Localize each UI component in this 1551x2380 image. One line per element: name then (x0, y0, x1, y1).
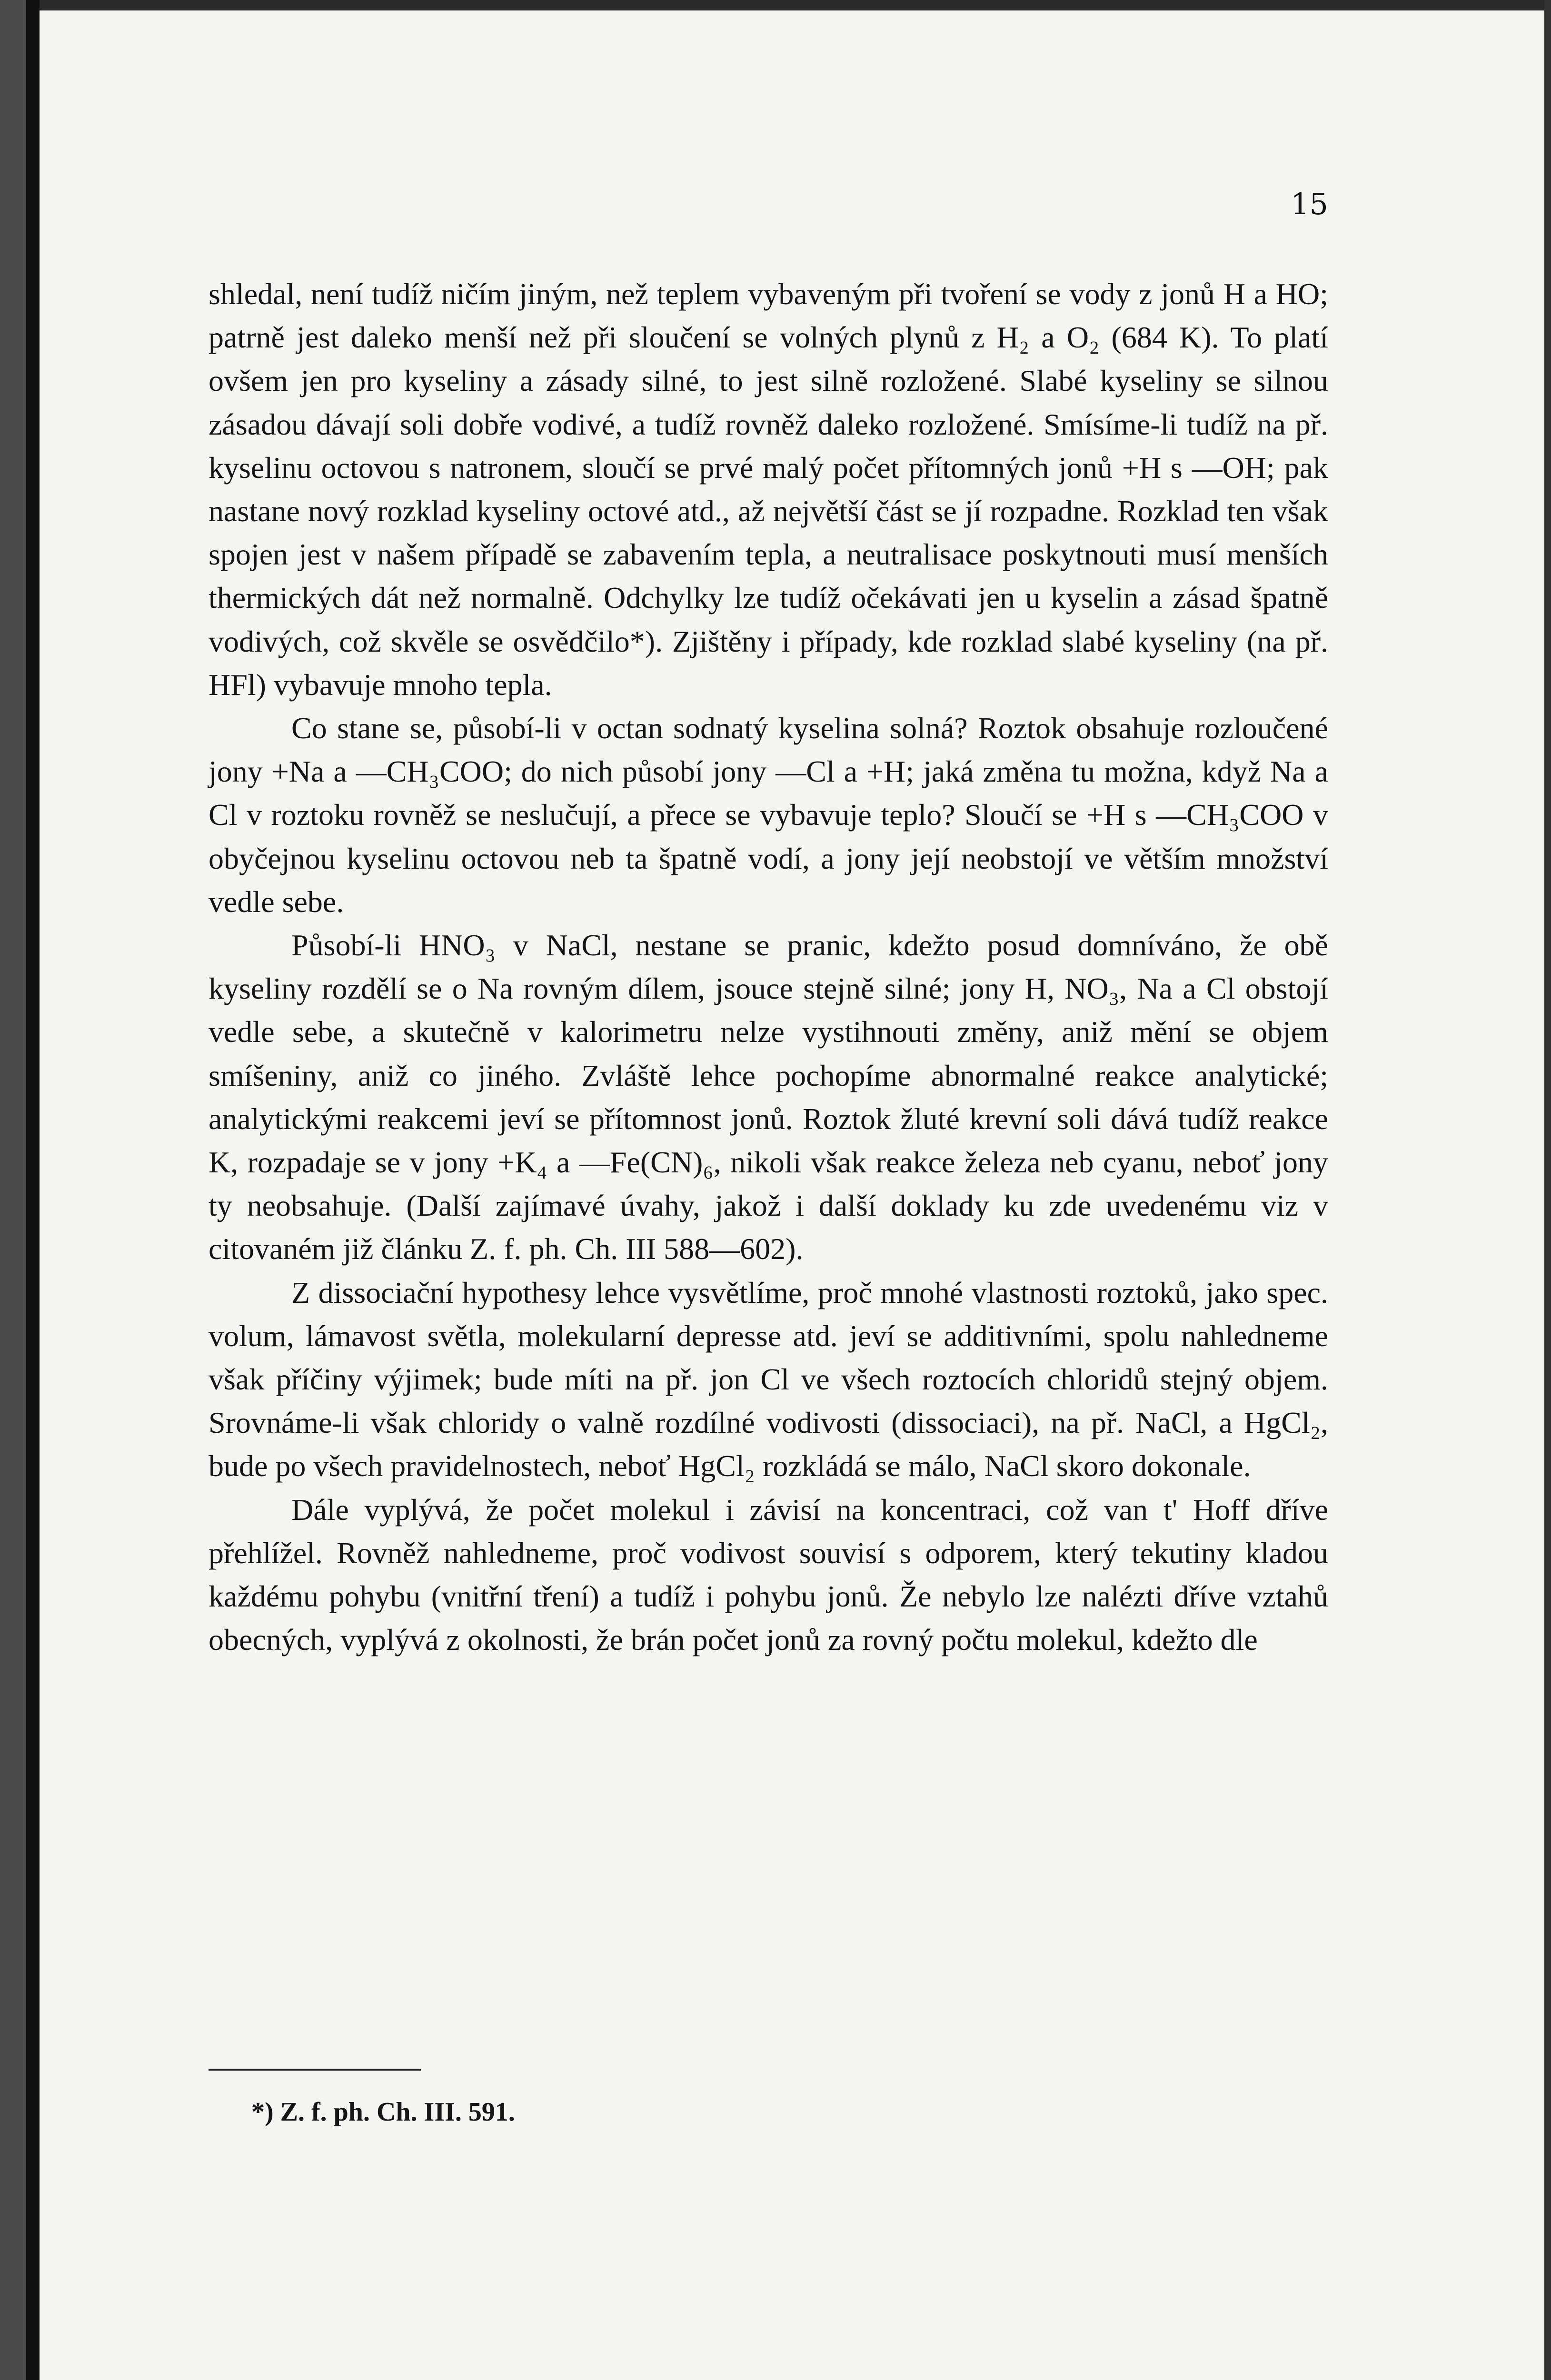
body-text (209, 272, 1328, 1662)
scan-spine (26, 0, 40, 2380)
footnote-rule (209, 2069, 421, 2071)
paragraph-3: Působí-li HNO₃ v NaCl, nestane se pranic, kdežto posud domníváno, že obě kyseliny rozdělí se o Na rovným dílem, jsouce stejně silné; jony H, NO₃, Na a Cl obstojí vedle sebe, a skutečně v kalorimetru nelze vystihnouti změny, aniž mění se objem smíšeniny, aniž co jiného. Zvláště lehce pochopíme abnormalné reakce analytické; analytickými reakcemi jeví se přítomnost jonů. Roztok žluté krevní soli dává tudíž reakce K, rozpadaje se v jony +K₄ a —Fe(CN)₆, nikoli však reakce železa neb cyanu, neboť jony ty neobsahuje. (Další zajímavé úvahy, jakož i další doklady ku zde uvedenému viz v citovaném již článku Z. f. ph. Ch. III 588—602). (209, 928, 1328, 1266)
page-number: 15 (1291, 187, 1328, 221)
footnote: *) Z. f. ph. Ch. III. 591. (251, 2097, 515, 2127)
scan-edge-top (40, 0, 1551, 10)
scan-edge-right (1544, 0, 1551, 2380)
paragraph-2: Co stane se, působí-li v octan sodnatý kyselina solná? Roztok obsahuje rozloučené jony +Na a —CH₃COO; do nich působí jony —Cl a +H; jaká změna tu možna, když Na a Cl v roztoku rovněž se neslučují, a přece se vybavuje teplo? Sloučí se +H s —CH₃COO v obyčejnou kyselinu octovou neb ta špatně vodí, a jony její neobstojí ve větším množství vedle sebe. (209, 711, 1328, 919)
paragraph-4: Z dissociační hypothesy lehce vysvětlíme, proč mnohé vlastnosti roztoků, jako spec. volum, lámavost světla, molekularní depresse atd. jeví se additivními, spolu nahledneme však příčiny výjimek; bude míti na př. jon Cl ve všech roztocích chloridů stejný objem. Srovnáme-li však chloridy o valně rozdílné vodivosti (dissociaci), na př. NaCl, a HgCl₂, bude po všech pravidelnostech, neboť HgCl₂ rozkládá se málo, NaCl skoro dokonale. (209, 1275, 1328, 1483)
paragraph-5: Dále vyplývá, že počet molekul i závisí na koncentraci, což van t' Hoff dříve přehlížel. Rovněž nahledneme, proč vodivost souvisí s odporem, který tekutiny kladou každému pohybu (vnitřní tření) a tudíž i pohybu jonů. Že nebylo lze nalézti dříve vztahů obecných, vyplývá z okolnosti, že brán počet jonů za rovný počtu molekul, kdežto dle (209, 1492, 1328, 1657)
paragraph-1: shledal, není tudíž ničím jiným, než teplem vybaveným při tvoření se vody z jonů H a HO; patrně jest daleko menší než při sloučení se volných plynů z H₂ a O₂ (684 K). To platí ovšem jen pro kyseliny a zásady silné, to jest silně rozložené. Slabé kyseliny se silnou zásadou dávají soli dobře vodivé, a tudíž rovněž daleko rozložené. Smísíme-li tudíž na př. kyselinu octovou s natronem, sloučí se prvé malý počet přítomných jonů +H s —OH; pak nastane nový rozklad kyseliny octové atd., až největší část se jí rozpadne. Rozklad ten však spojen jest v našem případě se zabavením tepla, a neutralisace poskytnouti musí menších thermických dát než normalně. Odchylky lze tudíž očekávati jen u kyselin a zásad špatně vodivých, což skvěle se osvědčilo*). Zjištěny i případy, kde rozklad slabé kyseliny (na př. HFl) vybavuje mnoho tepla. (209, 277, 1328, 702)
